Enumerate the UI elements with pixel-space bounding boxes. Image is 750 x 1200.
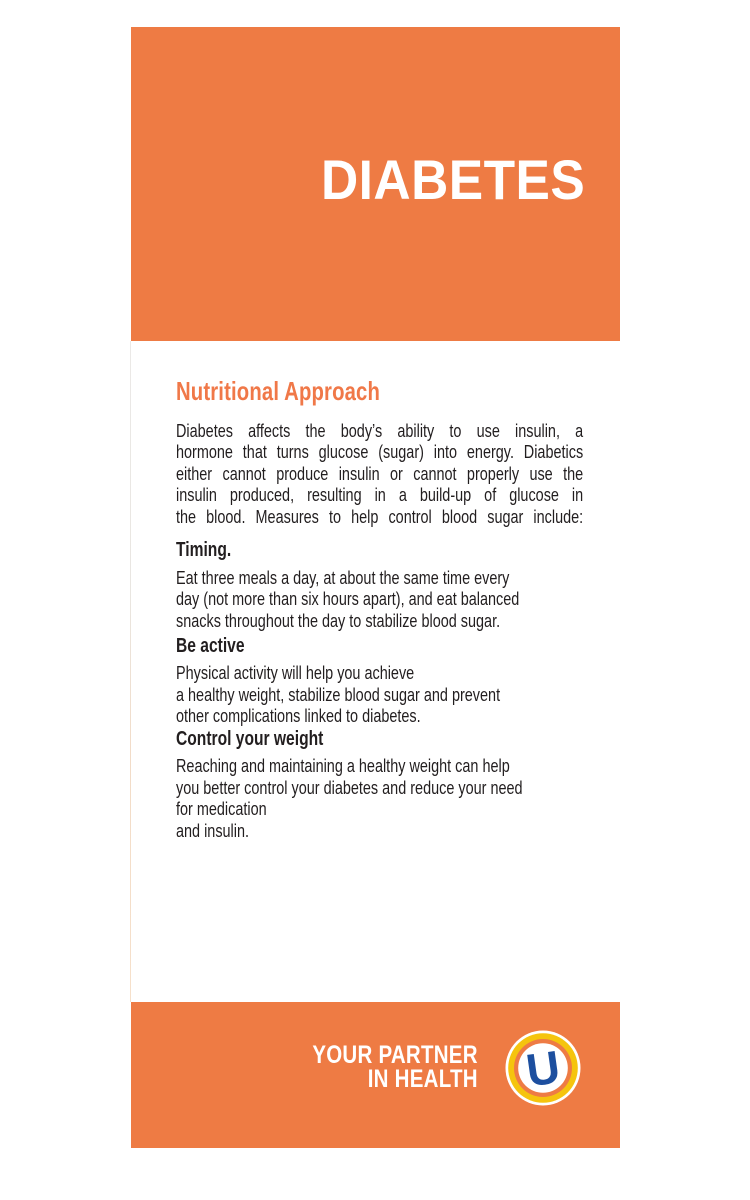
text-line: either cannot produce insulin or cannot properly use the	[176, 462, 584, 484]
text-line: Diabetes affects the body’s ability to use insulin, a	[176, 420, 584, 441]
section-paragraph	[176, 567, 583, 631]
tagline-line-1: YOUR PARTNER	[312, 1041, 478, 1069]
panel-fold-line	[130, 341, 131, 1002]
footer-banner	[131, 1002, 620, 1148]
tagline	[313, 1043, 478, 1091]
tagline-line-2: IN HEALTH	[367, 1065, 478, 1093]
content-panel	[176, 341, 583, 841]
section-title: Nutritional Approach	[176, 376, 381, 406]
sub-heading: Timing.	[176, 539, 232, 562]
text-line: a healthy weight, stabilize blood sugar and prevent	[176, 683, 501, 705]
text-line: other complications linked to diabetes.	[176, 705, 421, 727]
text-line: Reaching and maintaining a healthy weight can help	[176, 755, 510, 777]
text-line: Physical activity will help you achieve	[176, 662, 415, 684]
text-line: snacks throughout the day to stabilize blood sugar.	[176, 609, 501, 631]
text-line: the blood. Measures to help control blood sugar include:	[176, 505, 584, 527]
section-paragraph	[176, 755, 583, 841]
section-paragraph	[176, 662, 583, 726]
topic-sections	[176, 539, 583, 841]
sub-heading: Control your weight	[176, 728, 324, 751]
text-line: insulin produced, resulting in a build-up of glucose in	[176, 484, 584, 506]
header-banner	[131, 27, 620, 341]
text-line: hormone that turns glucose (sugar) into energy. Diabetics	[176, 441, 584, 463]
sub-heading: Be active	[176, 635, 245, 658]
text-line: day (not more than six hours apart), and eat balanced	[176, 588, 520, 610]
text-line: for medication	[176, 798, 267, 820]
logo-letter-u-icon: U	[522, 1040, 564, 1097]
page-title: DIABETES	[320, 148, 585, 211]
intro-paragraph	[176, 420, 583, 527]
uniprix-logo	[505, 1030, 581, 1106]
text-line: Eat three meals a day, at about the same time every	[176, 567, 510, 589]
text-line: and insulin.	[176, 819, 250, 841]
text-line: you better control your diabetes and reduce your need	[176, 776, 523, 798]
